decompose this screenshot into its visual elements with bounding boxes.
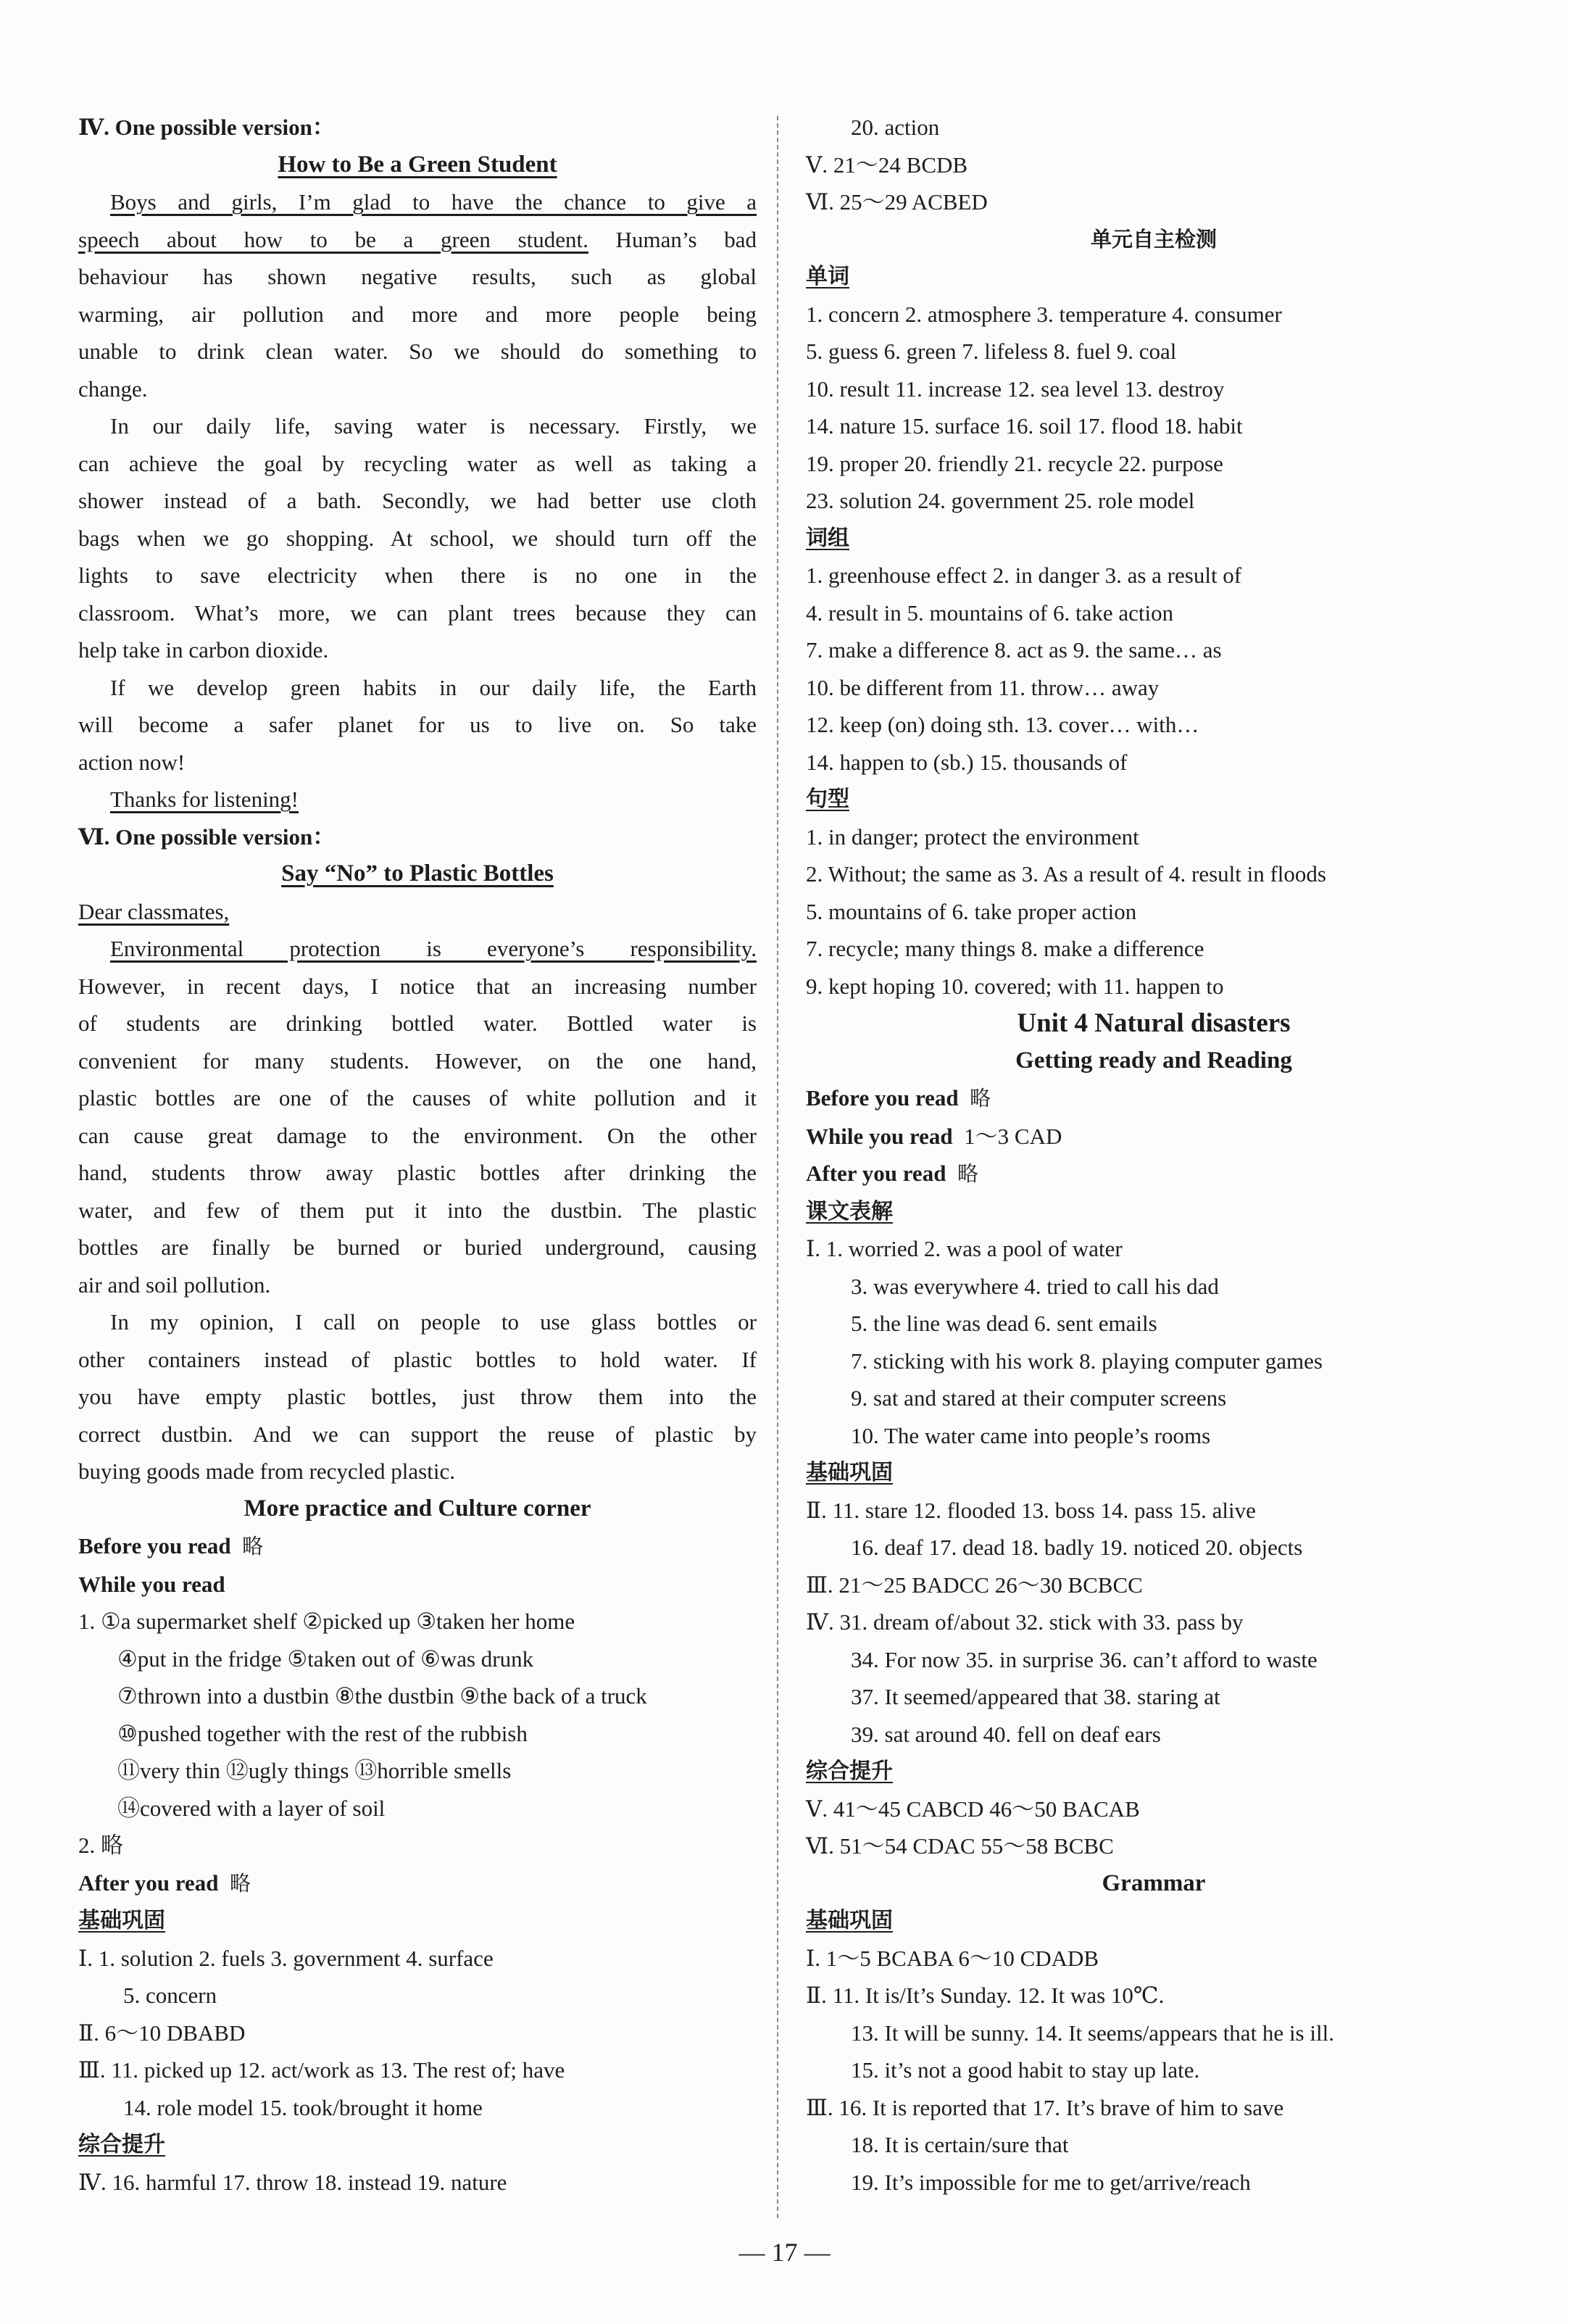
answer-line: ⑪very thin ⑫ugly things ⑬horrible smells	[117, 1758, 512, 1783]
before-you-read-row: Before you read 略	[806, 1085, 991, 1111]
after-you-read-row: After you read 略	[78, 1869, 251, 1896]
answer-line: 7. make a difference 8. act as 9. the same… as	[806, 637, 1222, 663]
answer-line: 37. It seemed/appeared that 38. staring at	[851, 1684, 1220, 1709]
essay-line: water, and few of them put it into the dustbin. The plastic	[78, 1197, 757, 1223]
answer-line: 3. was everywhere 4. tried to call his dad	[851, 1273, 1219, 1299]
answer-line: Ⅰ. 1～5 BCABA 6～10 CDADB	[806, 1945, 1099, 1971]
answer-line: Ⅲ. 21～25 BADCC 26～30 BCBCC	[806, 1572, 1143, 1598]
answer-line: Ⅰ. 1. worried 2. was a pool of water	[806, 1236, 1123, 1261]
answer-line: Ⅵ. 51～54 CDAC 55～58 BCBC	[806, 1833, 1114, 1859]
answer-line: 1. ①a supermarket shelf ②picked up ③taken her home	[78, 1609, 575, 1634]
answer-line: Ⅱ. 11. stare 12. flooded 13. boss 14. pass 15. alive	[806, 1497, 1256, 1523]
section-header-kewen: 课文表解	[806, 1198, 893, 1224]
essay-line: In our daily life, saving water is necessary. Firstly, we	[110, 413, 757, 439]
essay-line: bags when we go shopping. At school, we should turn off the	[78, 525, 757, 551]
answer-line: 2. Without; the same as 3. As a result of 4. result in floods	[806, 861, 1326, 887]
right-column	[806, 109, 1502, 2201]
essay-line: help take in carbon dioxide.	[78, 637, 329, 663]
section-header-jichu: 基础巩固	[806, 1460, 893, 1485]
answer-line: Ⅲ. 11. picked up 12. act/work as 13. The rest of; have	[78, 2057, 565, 2083]
answer-line: 16. deaf 17. dead 18. badly 19. noticed 20. objects	[851, 1535, 1303, 1560]
essay-line: change.	[78, 375, 148, 402]
answer-line: 5. guess 6. green 7. lifeless 8. fuel 9. coal	[806, 339, 1177, 364]
answer-line: 15. it’s not a good habit to stay up late.	[851, 2057, 1200, 2083]
answer-line: Ⅴ. 21～24 BCDB	[806, 152, 968, 178]
answer-line: 14. role model 15. took/brought it home	[123, 2094, 483, 2120]
essay-line: behaviour has shown negative results, such as global	[78, 264, 757, 289]
essay-line: In my opinion, I call on people to use glass bottles or	[110, 1309, 757, 1335]
unit-test-title: 单元自主检测	[1090, 226, 1217, 252]
answer-line: 19. proper 20. friendly 21. recycle 22. purpose	[806, 450, 1223, 476]
answer-line: Ⅵ. 25～29 ACBED	[806, 189, 988, 215]
answer-line: 9. sat and stared at their computer screens	[851, 1385, 1227, 1411]
answer-line: 13. It will be sunny. 14. It seems/appears that he is ill.	[851, 2020, 1334, 2046]
answer-line: 10. result 11. increase 12. sea level 13. destroy	[806, 375, 1225, 402]
essay-line: convenient for many students. However, on the one hand,	[78, 1047, 757, 1074]
section-header-juxing: 句型	[806, 787, 849, 812]
answer-line: Ⅱ. 6～10 DBABD	[78, 2020, 246, 2046]
essay-line: plastic bottles are one of the causes of white pollution and it	[78, 1085, 757, 1111]
essay-line: warming, air pollution and more and more people being	[78, 301, 757, 327]
essay-line: classroom. What’s more, we can plant trees because they can	[78, 599, 757, 626]
answer-line: Ⅳ. 31. dream of/about 32. stick with 33. pass by	[806, 1609, 1244, 1635]
section-header-jichu: 基础巩固	[78, 1908, 165, 1933]
essay-line: shower instead of a bath. Secondly, we had better use cloth	[78, 488, 757, 513]
essay-line: action now!	[78, 749, 186, 775]
answer-line: 34. For now 35. in surprise 36. can’t afford to waste	[851, 1646, 1318, 1672]
answer-line: 19. It’s impossible for me to get/arrive/reach	[851, 2169, 1251, 2195]
answer-line: 12. keep (on) doing sth. 13. cover… with…	[806, 712, 1199, 737]
section-header-zonghe: 综合提升	[806, 1759, 893, 1784]
answer-line: 5. the line was dead 6. sent emails	[851, 1311, 1157, 1336]
answer-line: ⑩pushed together with the rest of the rubbish	[117, 1720, 528, 1746]
unit4-title: Unit 4 Natural disasters	[1017, 1008, 1291, 1038]
answer-line: 23. solution 24. government 25. role model	[806, 488, 1195, 513]
essay-line: buying goods made from recycled plastic.	[78, 1458, 455, 1484]
section-header-jichu: 基础巩固	[806, 1908, 893, 1933]
essay-line: correct dustbin. And we can support the reuse of plastic by	[78, 1421, 757, 1447]
getting-ready-title: Getting ready and Reading	[1015, 1047, 1292, 1074]
grammar-title: Grammar	[1102, 1869, 1206, 1896]
section-label-vi: Ⅵ. One possible version：	[78, 823, 336, 850]
answer-line: ⑦thrown into a dustbin ⑧the dustbin ⑨the back of a truck	[117, 1683, 647, 1709]
answer-line: 1. concern 2. atmosphere 3. temperature 4. consumer	[806, 301, 1282, 327]
essay-line: of students are drinking bottled water. Bottled water is	[78, 1010, 757, 1036]
essay-line: will become a safer planet for us to live on. So take	[78, 712, 757, 737]
page-number: — 17 —	[738, 2238, 831, 2267]
answer-line: 1. greenhouse effect 2. in danger 3. as a result of	[806, 563, 1242, 588]
answer-line: 20. action	[851, 115, 940, 140]
essay-line: can cause great damage to the environment. On the other	[78, 1122, 757, 1148]
more-practice-title: More practice and Culture corner	[244, 1495, 591, 1522]
answer-line: Ⅲ. 16. It is reported that 17. It’s brave of him to save	[806, 2094, 1284, 2120]
answer-line: 9. kept hoping 10. covered; with 11. happen to	[806, 973, 1224, 999]
essay-line: bottles are finally be burned or buried underground, causing	[78, 1234, 757, 1260]
essay-line: unable to drink clean water. So we should do something to	[78, 339, 757, 364]
answer-line: 18. It is certain/sure that	[851, 2132, 1069, 2157]
essay-line: you have empty plastic bottles, just throw them into the	[78, 1384, 757, 1409]
answer-line: Ⅴ. 41～45 CABCD 46～50 BACAB	[806, 1796, 1140, 1822]
answer-line: 2. 略	[78, 1833, 123, 1858]
essay-line: Boys and girls, I’m glad to have the chance to give a	[110, 189, 757, 215]
essay-title-green-student: How to Be a Green Student	[278, 151, 557, 178]
answer-line: 4. result in 5. mountains of 6. take action	[806, 599, 1174, 626]
answer-line: 14. happen to (sb.) 15. thousands of	[806, 749, 1128, 775]
answer-line: Ⅱ. 11. It is/It’s Sunday. 12. It was 10℃.	[806, 1983, 1165, 2008]
answer-line: Ⅳ. 16. harmful 17. throw 18. instead 19. nature	[78, 2169, 507, 2195]
before-you-read-row: Before you read 略	[78, 1533, 264, 1559]
essay-line: However, in recent days, I notice that an increasing number	[78, 973, 757, 999]
answer-line: 5. concern	[123, 1983, 217, 2008]
answer-line: Ⅰ. 1. solution 2. fuels 3. government 4. surface	[78, 1945, 494, 1971]
essay-line: speech about how to be a green student. Human’s bad	[78, 226, 757, 252]
answer-line: ⑭covered with a layer of soil	[117, 1795, 386, 1821]
essay-line: If we develop green habits in our daily life, the Earth	[110, 674, 757, 700]
essay-line: lights to save electricity when there is no one in the	[78, 563, 757, 588]
essay-line: hand, students throw away plastic bottles after drinking the	[78, 1160, 757, 1185]
answer-line: 10. The water came into people’s rooms	[851, 1422, 1211, 1448]
answer-line: 10. be different from 11. throw… away	[806, 674, 1160, 700]
answer-line: 5. mountains of 6. take proper action	[806, 898, 1137, 924]
essay-line: Dear classmates,	[78, 898, 230, 924]
answer-line: 39. sat around 40. fell on deaf ears	[851, 1721, 1161, 1747]
answer-line: 7. recycle; many things 8. make a difference	[806, 936, 1204, 961]
while-you-read-row: While you read 1～3 CAD	[806, 1123, 1062, 1149]
section-header-zonghe: 综合提升	[78, 2132, 165, 2157]
column-divider	[777, 116, 778, 2218]
section-header-cizu: 词组	[806, 525, 849, 551]
while-you-read-label: While you read	[78, 1571, 225, 1597]
essay-line: can achieve the goal by recycling water as well as taking a	[78, 450, 757, 476]
answer-line: 7. sticking with his work 8. playing computer games	[851, 1348, 1323, 1374]
after-you-read-row: After you read 略	[806, 1161, 978, 1186]
essay-line: air and soil pollution.	[78, 1271, 271, 1298]
answer-line: 14. nature 15. surface 16. soil 17. flood 18. habit	[806, 413, 1243, 439]
section-header-danci: 单词	[806, 264, 849, 289]
answer-line: ④put in the fridge ⑤taken out of ⑥was drunk	[117, 1646, 534, 1672]
answer-line: 1. in danger; protect the environment	[806, 823, 1139, 850]
section-label-iv: Ⅳ. One possible version：	[78, 115, 335, 140]
left-column	[78, 109, 757, 2201]
essay-line: Thanks for listening!	[110, 787, 299, 812]
essay-line: other containers instead of plastic bottles to hold water. If	[78, 1346, 757, 1372]
essay-line: Environmental protection is everyone’s responsibility.	[110, 936, 757, 961]
essay-title-plastic-bottles: Say “No” to Plastic Bottles	[281, 860, 554, 887]
